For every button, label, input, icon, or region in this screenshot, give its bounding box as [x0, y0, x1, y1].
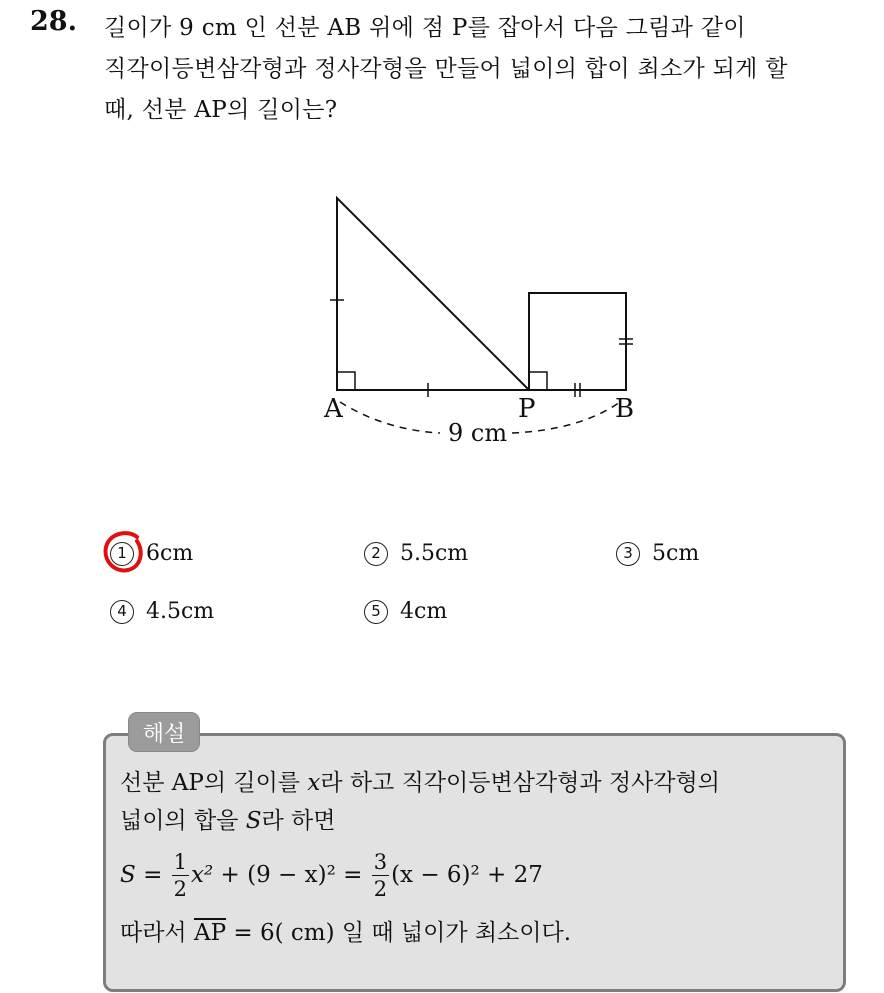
choice-text: 4cm — [400, 599, 448, 624]
question-line-3: 때, 선분 AP의 길이는? — [104, 97, 338, 123]
formula-term-3: (x − 6)² + 27 — [391, 862, 543, 888]
question-line-2: 직각이등변삼각형과 정사각형을 만들어 넓이의 합이 최소가 되게 할 — [104, 56, 788, 82]
length-label: 9 cm — [448, 419, 508, 447]
choice-3[interactable] — [616, 541, 699, 566]
fraction-numerator: 1 — [173, 849, 188, 874]
solution-line-1 — [120, 764, 840, 802]
length-brace-left — [340, 402, 440, 433]
formula-term-2: + (9 − x)² = — [213, 862, 370, 888]
choice-number: 2 — [364, 542, 388, 566]
choice-number: 4 — [110, 600, 134, 624]
label-b: B — [615, 394, 635, 424]
conclusion-pre: 따라서 — [120, 920, 194, 946]
formula-term-1: x² — [191, 862, 214, 888]
conclusion-post: = 6( cm) 일 때 넓이가 최소이다. — [226, 920, 572, 946]
solution-text — [120, 764, 840, 840]
solution-conclusion — [120, 914, 571, 947]
answer-circle-mark — [101, 529, 147, 575]
fraction-denominator: 2 — [373, 876, 388, 901]
solution-line-2-post: 라 하면 — [261, 808, 336, 834]
choice-text: 5cm — [652, 541, 700, 566]
isosceles-right-triangle — [337, 198, 529, 390]
fraction-one-half — [172, 849, 189, 902]
solution-line-2 — [120, 802, 840, 840]
square — [529, 293, 626, 390]
choice-text: 4.5cm — [146, 599, 215, 624]
formula-lhs: S — [120, 862, 136, 888]
choice-2[interactable] — [364, 541, 468, 566]
choice-5[interactable] — [364, 599, 447, 624]
choice-number: 3 — [616, 542, 640, 566]
solution-formula — [120, 840, 543, 910]
question-number: 28. — [30, 6, 77, 37]
choice-number: 5 — [364, 600, 388, 624]
formula-eq: = — [135, 862, 170, 888]
choice-text: 6cm — [146, 541, 194, 566]
variable-x: x — [307, 770, 321, 796]
fraction-denominator: 2 — [173, 876, 188, 901]
solution-line-2-pre: 넓이의 합을 — [120, 808, 246, 834]
segment-ap: $\overline{AP}$ — [193, 920, 227, 946]
geometry-figure — [300, 180, 660, 450]
fraction-numerator: 3 — [373, 849, 388, 874]
choice-text: 5.5cm — [400, 541, 469, 566]
solution-tab: 해설 — [128, 712, 200, 752]
label-p: P — [518, 394, 536, 424]
question-text — [104, 8, 874, 131]
right-angle-mark-a — [337, 372, 355, 390]
label-a: A — [324, 394, 343, 424]
right-angle-mark-p — [529, 372, 547, 390]
fraction-three-halves — [372, 849, 389, 902]
solution-line-1-pre: 선분 AP의 길이를 — [120, 770, 308, 796]
solution-line-1-post: 라 하고 직각이등변삼각형과 정사각형의 — [320, 770, 720, 796]
choice-4[interactable] — [110, 599, 214, 624]
choice-number: 1 — [110, 542, 134, 566]
question-line-1: 길이가 9 cm 인 선분 AB 위에 점 P를 잡아서 다음 그림과 같이 — [104, 15, 746, 41]
variable-s: S — [245, 808, 262, 834]
